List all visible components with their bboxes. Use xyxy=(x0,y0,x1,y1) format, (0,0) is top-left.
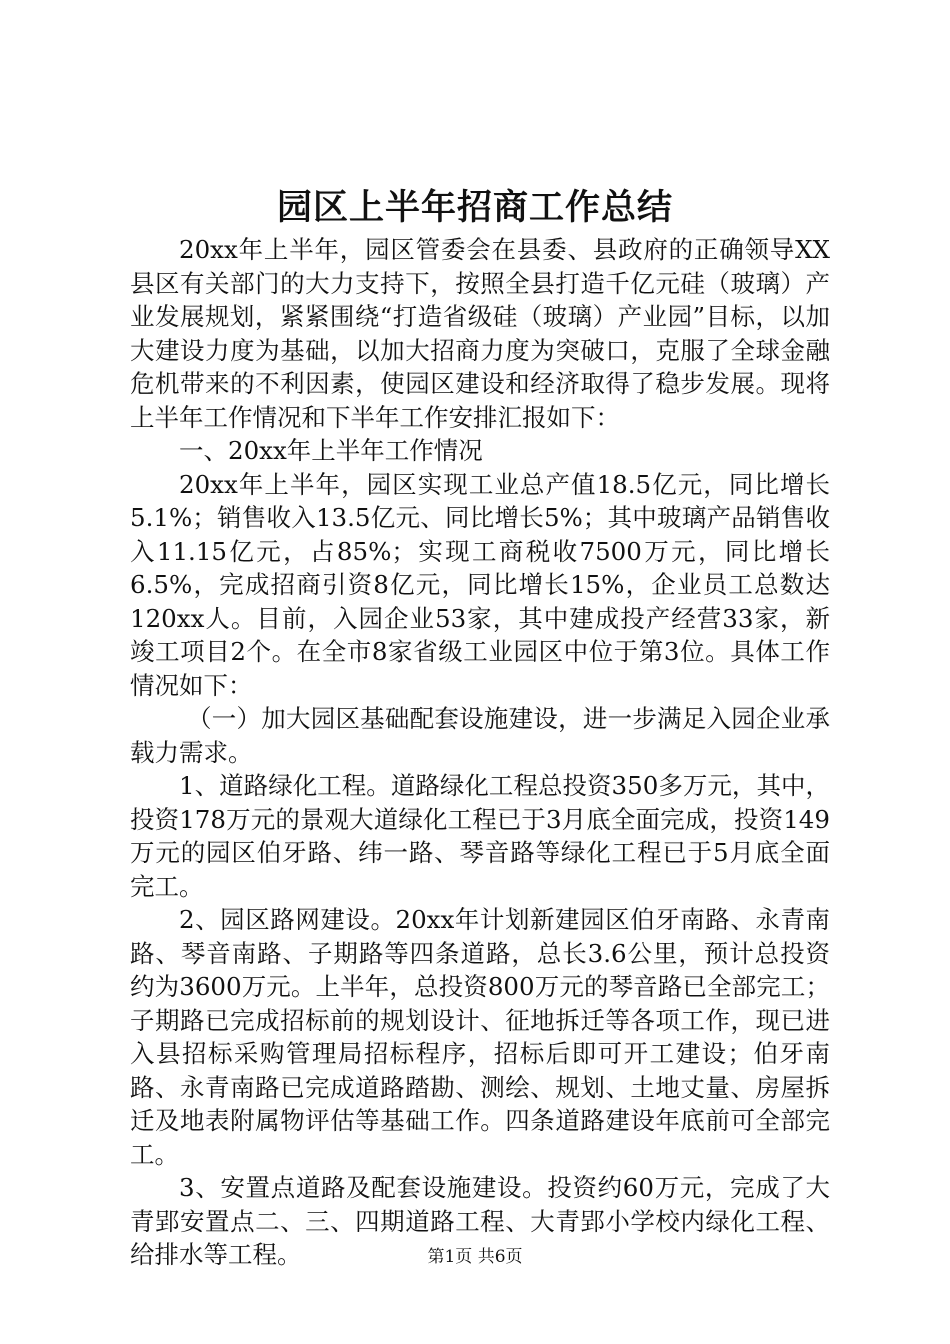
document-body xyxy=(130,233,830,1272)
intro-paragraph: 20xx年上半年，园区管委会在县委、县政府的正确领导XX县区有关部门的大力支持下，按照全县打造千亿元硅（玻璃）产业发展规划，紧紧围绕“打造省级硅（玻璃）产业园”目标，以加大建设力度为基础，以加大招商力度为突破口，克服了全球金融危机带来的不利因素，使园区建设和经济取得了稳步发展。现将上半年工作情况和下半年工作安排汇报如下： xyxy=(130,235,830,432)
page-footer xyxy=(0,1245,950,1269)
summary-paragraph: 20xx年上半年，园区实现工业总产值18.5亿元，同比增长5.1%；销售收入13.5亿元、同比增长5%；其中玻璃产品销售收入11.15亿元，占85%；实现工商税收7500万元，同比增长6.5%，完成招商引资8亿元，同比增长15%，企业员工总数达120xx人。目前，入园企业53家，其中建成投产经营33家，新竣工项目2个。在全市8家省级工业园区中位于第3位。具体工作情况如下： xyxy=(130,469,830,700)
page-number-current: 第1页 xyxy=(427,1247,473,1267)
page-number-total: 共6页 xyxy=(477,1247,523,1267)
document-title: 园区上半年招商工作总结 xyxy=(276,187,673,228)
subsection-heading: （一）加大园区基础配套设施建设，进一步满足入园企业承载力需求。 xyxy=(130,704,830,767)
item-paragraph-resettlement: 3、安置点道路及配套设施建设。投资约60万元，完成了大青郢安置点二、三、四期道路工程、大青郢小学校内绿化工程、给排水等工程。 xyxy=(130,1173,830,1269)
item-paragraph-road-network: 2、园区路网建设。20xx年计划新建园区伯牙南路、永青南路、琴音南路、子期路等四条道路，总长3.6公里，预计总投资约为3600万元。上半年，总投资800万元的琴音路已全部完工；子期路已完成招标前的规划设计、征地拆迁等各项工作，现已进入县招标采购管理局招标程序，招标后即可开工建设；伯牙南路、永青南路已完成道路踏勘、测绘、规划、土地丈量、房屋拆迁及地表附属物评估等基础工作。四条道路建设年底前可全部完工。 xyxy=(130,905,830,1169)
item-paragraph-road-greening: 1、道路绿化工程。道路绿化工程总投资350多万元，其中，投资178万元的景观大道绿化工程已于3月底全面完成，投资149万元的园区伯牙路、纬一路、琴音路等绿化工程已于5月底全面完工。 xyxy=(130,771,830,901)
section-heading: 一、20xx年上半年工作情况 xyxy=(179,436,483,465)
